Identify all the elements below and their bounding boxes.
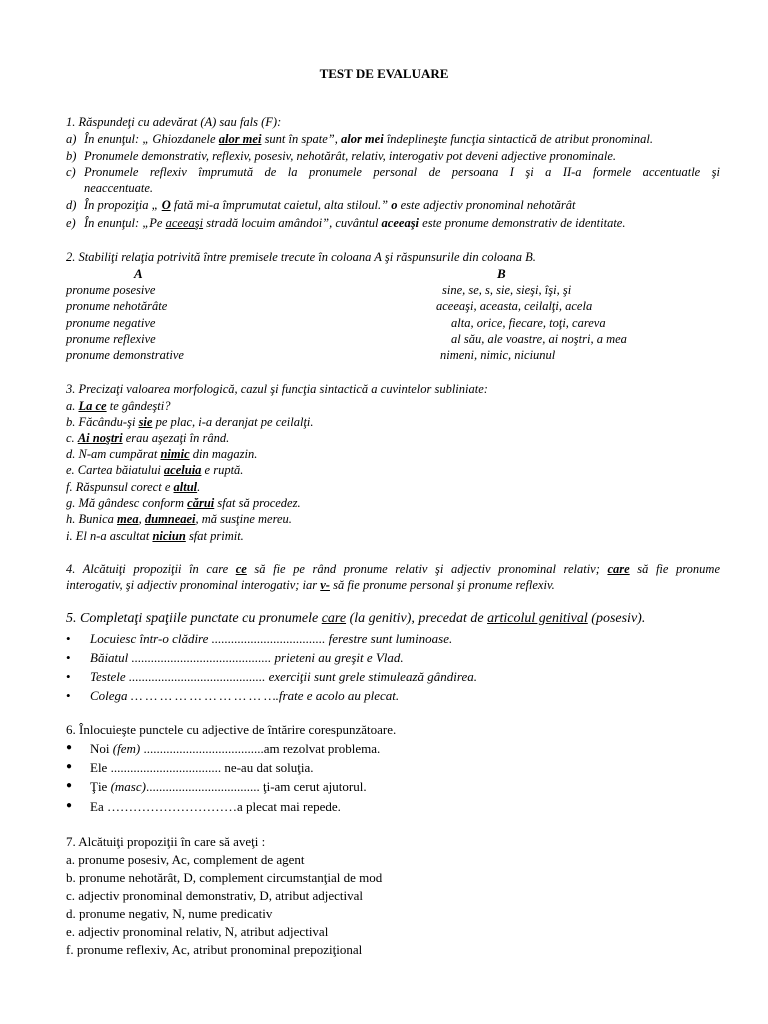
q1-e-underlined-word: aceeaşi [165,216,204,230]
q5-item [90,632,452,645]
q4-text-5: să fie pronume personal şi pronume reflexiv. [329,578,555,592]
q3-underlined-word: altul [173,480,198,494]
q4-keyword-care: care [607,562,630,576]
column-b-item: sine, se, s, sie, sieşi, îşi, şi [442,283,572,297]
q3-item-prefix: h. Bunica [66,512,118,526]
q1-d-underlined-word: O [161,198,171,212]
q7-item: c. adjectiv pronominal demonstrativ, D, atribut adjectival [66,888,363,903]
column-a-item: pronume reflexive [66,332,156,346]
q3-item-suffix: sfat să procedez. [214,496,301,510]
q5-item [90,689,399,702]
q3-item [66,513,292,526]
q6-fill-blank: ................................... [145,779,260,794]
q6-item-start: Ea [90,799,107,814]
q5-text-2: (la genitiv), precedat de [346,611,488,626]
q6-item-end: a plecat mai repede. [236,799,341,814]
q4-line1 [66,563,720,576]
q6-item-end: am rezolvat problema. [263,741,381,756]
q1-d-text: În propoziţia „ [84,198,162,212]
q3-item-prefix: f. Răspunsul corect e [66,480,174,494]
q6-item-start: Ţie [90,779,111,794]
q7-item: a. pronume posesiv, Ac, complement de agent [66,852,305,867]
q5-fill-blank: … … … … … … … … … …. [130,688,279,703]
q6-item-start: Noi [90,741,113,756]
q6-item-hint: (masc) [110,779,146,794]
column-b-header: B [497,266,506,281]
q3-item-suffix: din magazin. [189,447,258,461]
q6-fill-blank: ………………………… [106,799,237,814]
q5-item [90,651,404,664]
q6-item-hint: (fem) [112,741,141,756]
q2-heading: 2. Stabiliţi relaţia potrivită între premisele trecute în coloana A şi răspunsurile din coloana B. [66,250,536,264]
q7-item: d. pronume negativ, N, nume predicativ [66,906,273,921]
q3-item-prefix: g. Mă gândesc conform [66,496,188,510]
q1-d-text-3: este adjectiv pronominal nehotărât [397,198,576,212]
q1-e-statement [84,217,625,230]
bullet-icon: • [66,631,71,646]
bullet-icon: ● [66,742,73,753]
bullet-icon: ● [66,780,73,791]
q7-item: b. pronume nehotărât, D, complement circumstanţial de mod [66,870,383,885]
column-b-item: nimeni, nimic, niciunul [440,348,556,362]
q1-a-text-2: sunt în spate”, [261,132,341,146]
q3-item [66,464,243,477]
q1-d-text-2: fată mi-a împrumutat caietul, alta stiloul.” [170,198,392,212]
q1-a-text-3: îndeplineşte funcţia sintactică de atribut pronominal. [383,132,653,146]
q3-underlined-word: mea [117,512,139,526]
q6-item-start: Ele [90,760,111,775]
page-title: TEST DE EVALUARE [319,66,449,81]
q5-item-end: exerciţii sunt grele stimulează gândirea. [265,669,477,684]
q3-item-suffix: , [138,512,145,526]
column-b-item: aceeaşi, aceasta, ceilalţi, acela [436,299,593,313]
q1-c-statement-line1: Pronumele reflexiv împrumută de la pronumele personal de persoana I şi a II-a formele accentuatle şi [84,165,720,179]
q6-fill-blank: ..................................... [140,741,264,756]
q3-item [66,448,257,461]
q7-heading: 7. Alcătuiţi propoziţii în care să aveţi : [66,834,266,849]
q4-text-4: interogativ, şi adjectiv pronominal interogativ; iar [66,578,321,592]
q4-keyword-ce: ce [235,562,247,576]
q7-item: f. pronume reflexiv, Ac, atribut pronominal prepoziţional [66,942,363,957]
q3-item-prefix: c. [66,431,78,445]
q3-item-suffix: pe plac, i-a deranjat pe ceilalţi. [152,415,314,429]
q3-item-suffix: e ruptă. [201,463,244,477]
q1-b-statement: Pronumele demonstrativ, reflexiv, posesiv, nehotărât, relativ, interogativ pot deveni adjective pronominale. [84,149,617,163]
q3-item [66,481,200,494]
q1-c-marker: c) [66,165,76,179]
column-a-item: pronume posesive [66,283,156,297]
q1-e-text-2: stradă locuim amândoi”, cuvântul [203,216,382,230]
q3-item [66,530,244,543]
q1-e-bold-word: aceeaşi [381,216,420,230]
bullet-icon: • [66,688,71,703]
q3-item-prefix: e. Cartea băiatului [66,463,164,477]
q5-item-start: Băiatul [90,650,132,665]
q5-item-start: Locuiesc într-o clădire [90,631,212,646]
q4-line2 [66,579,555,592]
q3-item-suffix: te gândeşti? [106,399,171,413]
q5-text-3: (posesiv). [587,611,646,626]
q3-item-prefix: i. El n-a ascultat [66,529,153,543]
q6-item-end: ţi-am cerut ajutorul. [259,779,367,794]
bullet-icon: • [66,669,71,684]
q3-underlined-word: nimic [160,447,190,461]
q5-underlined-articol: articolul genitival [487,611,588,626]
q3-underlined-word: niciun [152,529,186,543]
q4-text-2: să fie pe rând pronume relativ şi adjectiv pronominal relativ; [246,562,608,576]
q1-a-underlined-word: alor mei [218,132,262,146]
q3-item [66,416,314,429]
q3-item [66,497,301,510]
column-b-item: alta, orice, fiecare, toţi, careva [451,316,606,330]
column-b-item: al său, ale voastre, ai noştri, a mea [451,332,627,346]
q5-fill-blank: .......................................... [128,669,266,684]
q1-e-marker: e) [66,216,76,230]
q3-underlined-word: sie [138,415,153,429]
bullet-icon: • [66,650,71,665]
q1-d-bold-word: o [391,198,398,212]
q5-item [90,670,477,683]
q6-item [90,761,314,774]
q1-e-text: În enunţul: „Pe [84,216,166,230]
q3-underlined-word: dumneaei [144,512,196,526]
q1-a-bold-word: alor mei [340,132,384,146]
bullet-icon: ● [66,800,73,811]
q5-item-end: ferestre sunt luminoase. [325,631,453,646]
q3-item-prefix: b. Făcându-şi [66,415,139,429]
q3-item [66,432,229,445]
q5-underlined-care: care [321,611,347,626]
q5-item-end: frate e acolo au plecat. [278,688,400,703]
q5-fill-blank: ........................................... [131,650,272,665]
q1-d-marker: d) [66,198,77,212]
q3-item-suffix: , mă susţine mereu. [195,512,292,526]
q6-item [90,780,367,793]
q5-item-start: Testele [90,669,129,684]
q3-item [66,400,171,413]
q3-underlined-word: Ai noştri [77,431,123,445]
q6-item [90,800,341,813]
q1-e-text-3: este pronume demonstrativ de identitate. [419,216,626,230]
q6-item-end: ne-au dat soluţia. [221,760,314,775]
q3-underlined-word: aceluia [163,463,202,477]
q1-heading: 1. Răspundeţi cu adevărat (A) sau fals (F): [66,115,282,129]
q6-heading: 6. Înlocuieşte punctele cu adjective de întărire corespunzătoare. [66,722,397,737]
q1-a-text: În enunţul: „ Ghiozdanele [84,132,219,146]
q4-keyword-v: v- [320,578,330,592]
q6-fill-blank: .................................. [110,760,222,775]
q5-item-start: Colega [90,688,131,703]
q1-c-statement-line2: neaccentuate. [84,181,154,195]
q1-d-statement [84,199,575,212]
q3-item-suffix: . [197,480,201,494]
q3-item-suffix: sfat primit. [185,529,244,543]
column-a-item: pronume nehotărâte [66,299,168,313]
q5-fill-blank: ................................... [211,631,326,646]
q5-item-end: prieteni au greşit e Vlad. [271,650,404,665]
column-a-header: A [134,266,143,281]
q3-underlined-word: La ce [78,399,107,413]
q1-b-marker: b) [66,149,77,163]
q3-item-prefix: a. [66,399,79,413]
q3-item-prefix: d. N-am cumpărat [66,447,161,461]
q5-heading [66,612,645,626]
q4-text: 4. Alcătuiţi propoziţii în care [66,562,236,576]
q3-underlined-word: cărui [187,496,215,510]
q1-a-marker: a) [66,132,77,146]
column-a-item: pronume negative [66,316,156,330]
bullet-icon: ● [66,761,73,772]
q3-heading: 3. Precizaţi valoarea morfologică, cazul şi funcţia sintactică a cuvintelor subliniate: [66,382,488,396]
q5-text: 5. Completaţi spaţiile punctate cu pronumele [66,611,322,626]
q3-item-suffix: erau aşezaţi în rând. [122,431,230,445]
q1-a-statement [84,133,653,146]
q6-item [90,742,380,755]
q4-text-3: să fie pronume [629,562,720,576]
column-a-item: pronume demonstrative [66,348,184,362]
q7-item: e. adjectiv pronominal relativ, N, atribut adjectival [66,924,329,939]
